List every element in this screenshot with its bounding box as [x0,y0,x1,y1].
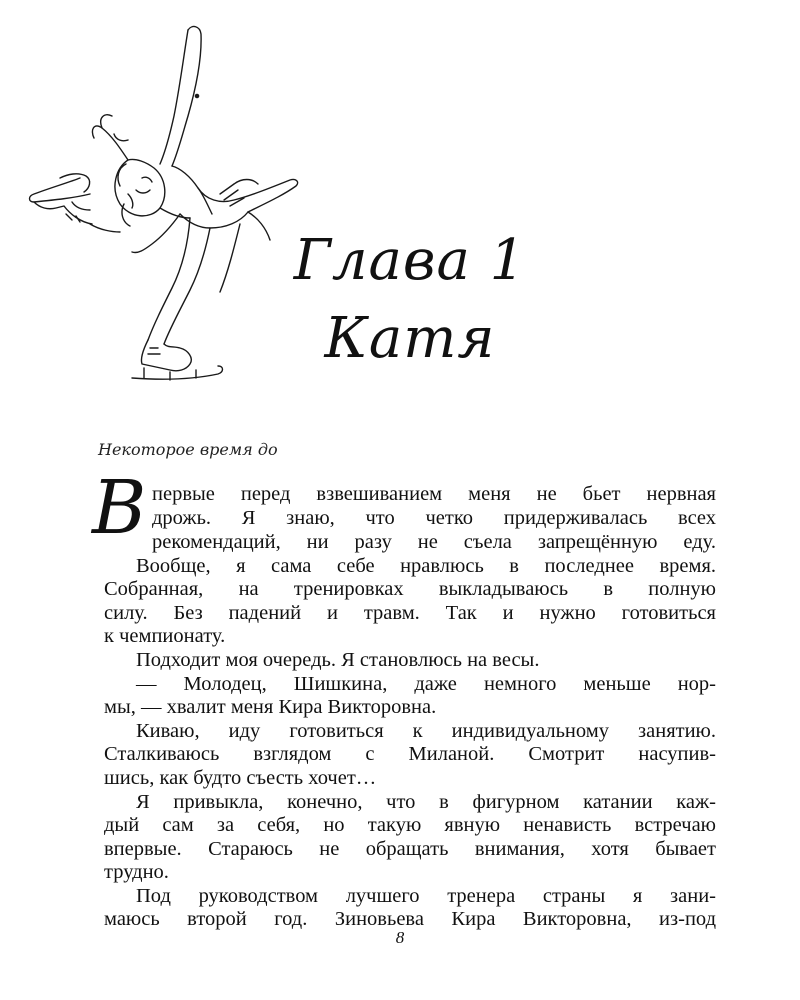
page-number: 8 [395,928,405,947]
text-line: Вообще, я сама себе нравлюсь в последнее время. [136,555,716,577]
text-line: впервые. Стараюсь не обращать внимания, хотя бывает [104,838,716,860]
text-line: мы, — хвалит меня Кира Викторовна. [104,696,437,718]
preface-subtitle: Некоторое время до [98,440,278,459]
text-line: Под руководством лучшего тренера страны я зани- [136,885,716,907]
text-line: первые перед взвешиванием меня не бьет нервная [152,483,716,505]
text-line: дый сам за себя, но такую явную ненависть встречаю [104,814,716,836]
text-line: рекомендаций, ни разу не съела запрещённую еду. [152,531,716,553]
text-line: Сталкиваюсь взглядом с Миланой. Смотрит насупив- [104,743,716,765]
text-line: маюсь второй год. Зиновьева Кира Викторовна, из-под [104,908,716,930]
text-line: Киваю, иду готовиться к индивидуальному занятию. [136,720,716,742]
text-line: Собранная, на тренировках выкладываюсь в полную [104,578,716,600]
text-line: шись, как будто съесть хочет… [104,767,377,789]
text-line: трудно. [104,861,169,883]
chapter-title: Глава 1 [293,228,527,293]
text-line: Подходит моя очередь. Я становлюсь на весы. [136,649,540,671]
drop-cap: В [92,465,147,551]
chapter-name: Катя [324,306,496,371]
text-line: к чемпионату. [104,625,226,647]
text-line: силу. Без падений и травм. Так и нужно готовиться [104,602,716,624]
text-line: дрожь. Я знаю, что четко придерживалась всех [152,507,716,529]
text-line: Я привыкла, конечно, что в фигурном катании каж- [136,791,716,813]
text-line: — Молодец, Шишкина, даже немного меньше нор- [136,673,716,695]
